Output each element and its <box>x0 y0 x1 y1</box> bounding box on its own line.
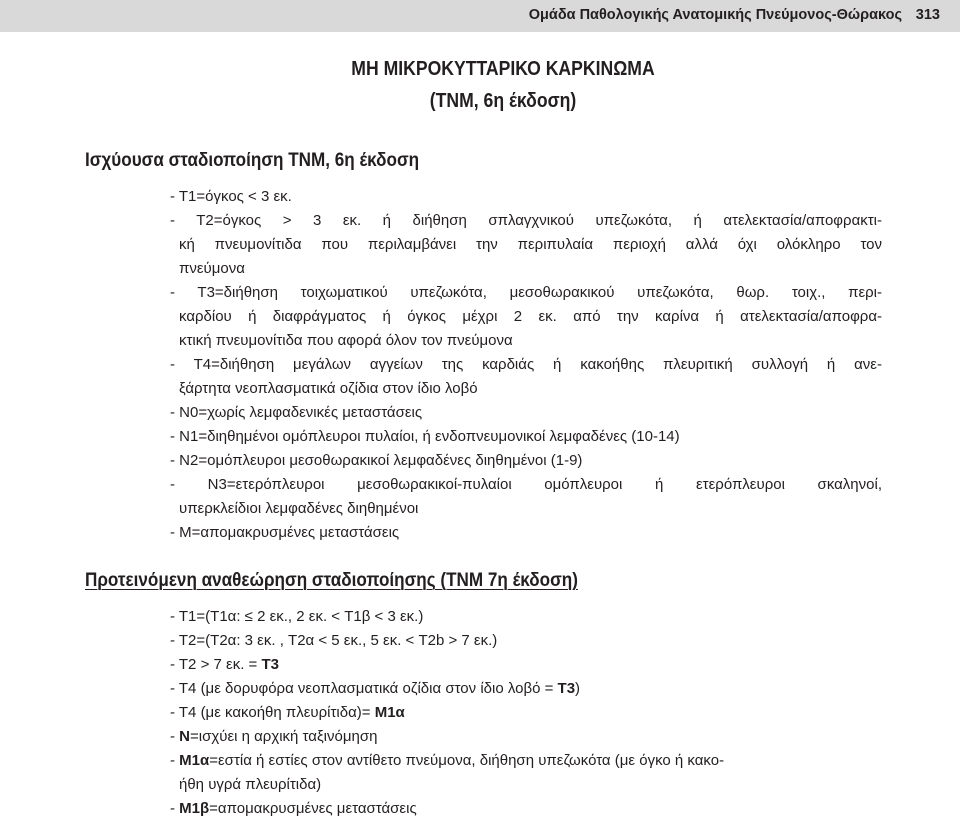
list-item: - T2 > 7 εκ. = T3 <box>170 656 279 673</box>
list-item: - T2=όγκος > 3 εκ. ή διήθηση σπλαγχνικού υπεζωκότα, ή ατελεκτασία/αποφρακτι- <box>170 212 882 229</box>
list-item: - T2=(T2α: 3 εκ. , T2α < 5 εκ., 5 εκ. < T2b > 7 εκ.) <box>170 632 498 649</box>
list-item: ήθη υγρά πλευρίτιδα) <box>179 776 322 793</box>
list-item: - N=ισχύει η αρχική ταξινόμηση <box>170 728 378 745</box>
page-number: 313 <box>915 7 940 23</box>
list-item: - N0=χωρίς λεμφαδενικές μεταστάσεις <box>170 404 423 421</box>
list-item: - M1α=εστία ή εστίες στον αντίθετο πνεύμονα, διήθηση υπεζωκότα (με όγκο ή κακο- <box>170 752 725 769</box>
list-item: - T1=όγκος < 3 εκ. <box>170 188 292 205</box>
list-item: - M=απομακρυσμένες μεταστάσεις <box>170 524 400 541</box>
list-item: - M1β=απομακρυσμένες μεταστάσεις <box>170 800 417 817</box>
list-item: - N3=ετερόπλευροι μεσοθωρακικοί-πυλαίοι ομόπλευροι ή ετερόπλευροι σκαληνοί, <box>170 476 882 493</box>
document-title: ΜΗ ΜΙΚΡΟΚΥΤΤΑΡΙΚΟ ΚΑΡΚΙΝΩΜΑ <box>351 58 655 80</box>
list-item: υπερκλείδιοι λεμφαδένες διηθημένοι <box>179 500 419 517</box>
list-item: καρδίου ή διαφράγματος ή όγκος μέχρι 2 εκ. από την καρίνα ή ατελεκτασία/αποφρα- <box>179 308 882 325</box>
document-subtitle: (TNM, 6η έκδοση) <box>429 90 577 112</box>
list-item: κτική πνευμονίτιδα που αφορά όλον τον πνεύμονα <box>179 332 513 349</box>
list-item: κή πνευμονίτιδα που περιλαμβάνει την περιπυλαία περιοχή αλλά όχι ολόκληρο τον <box>179 236 882 253</box>
list-item: - T3=διήθηση τοιχωματικού υπεζωκότα, μεσοθωρακικού υπεζωκότα, θωρ. τοιχ., περι- <box>170 284 882 301</box>
list-item: - T4=διήθηση μεγάλων αγγείων της καρδιάς ή κακοήθης πλευριτική συλλογή ή ανε- <box>170 356 882 373</box>
section-heading-current: Ισχύουσα σταδιοποίηση TNM, 6η έκδοση <box>85 150 420 171</box>
list-item: - T1=(T1α: ≤ 2 εκ., 2 εκ. < T1β < 3 εκ.) <box>170 608 424 625</box>
running-title: Ομάδα Παθολογικής Ανατομικής Πνεύμονος-Θώρακος <box>528 7 902 23</box>
list-item: - T4 (με κακοήθη πλευρίτιδα)= M1α <box>170 704 405 721</box>
list-item: - T4 (με δορυφόρα νεοπλασματικά οζίδια στον ίδιο λοβό = T3) <box>170 680 581 697</box>
section-heading-proposed: Προτεινόμενη αναθεώρηση σταδιοποίησης (TNM 7η έκδοση) <box>85 570 578 591</box>
list-item: - N2=ομόπλευροι μεσοθωρακικοί λεμφαδένες διηθημένοι (1-9) <box>170 452 583 469</box>
list-item: ξάρτητα νεοπλασματικά οζίδια στον ίδιο λοβό <box>179 380 478 397</box>
list-item: πνεύμονα <box>179 260 245 277</box>
list-item: - N1=διηθημένοι ομόπλευροι πυλαίοι, ή ενδοπνευμονικοί λεμφαδένες (10-14) <box>170 428 680 445</box>
